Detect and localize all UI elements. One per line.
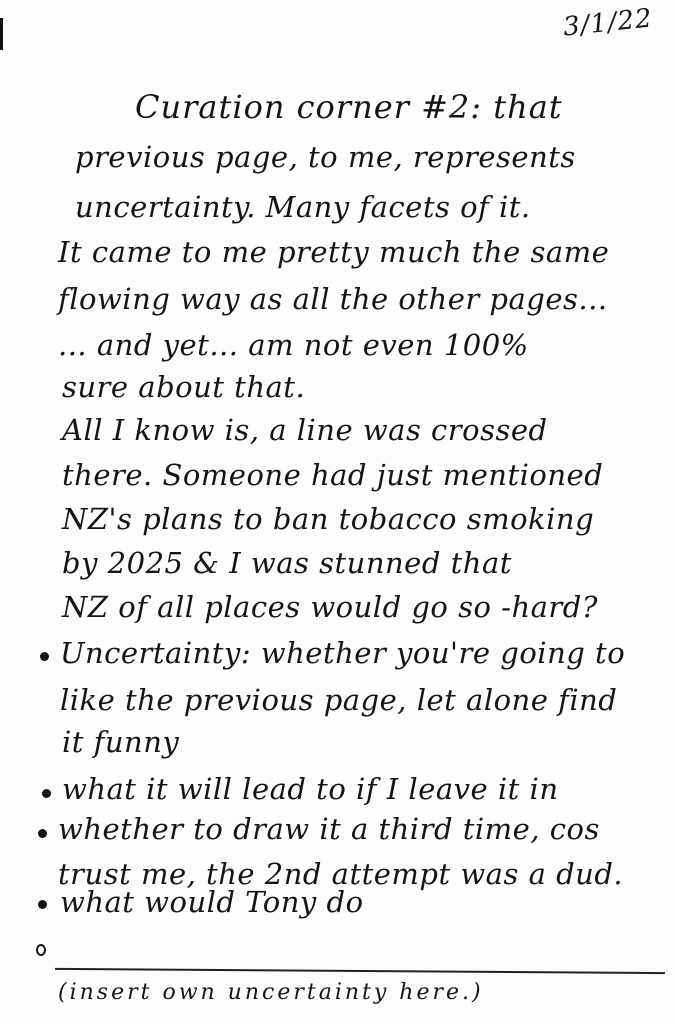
bullet-dot-4 (38, 900, 47, 909)
body-line-8: there. Someone had just mentioned (62, 458, 604, 492)
body-line-9: NZ's plans to ban tobacco smoking (62, 502, 595, 536)
body-line-10: by 2025 & I was stunned that (62, 546, 512, 580)
page-edge-mark (0, 18, 3, 50)
page-date: 3/1/22 (561, 3, 655, 43)
body-line-3: It came to me pretty much the same (58, 235, 610, 269)
fill-in-line (55, 968, 665, 974)
body-line-6: sure about that. (62, 370, 306, 404)
body-line-2: uncertainty. Many facets of it. (75, 190, 531, 224)
bullet-line-6: trust me, the 2nd attempt was a dud. (58, 857, 624, 891)
bullet-line-7: what would Tony do (60, 885, 364, 919)
body-line-7: All I know is, a line was crossed (62, 413, 548, 447)
footer-caption: (insert own uncertainty here.) (58, 980, 484, 1005)
bullet-dot-3 (38, 829, 47, 838)
bullet-dot-1 (40, 652, 49, 661)
bullet-line-1: Uncertainty: whether you're going to (60, 636, 626, 670)
body-line-11: NZ of all places would go so -hard? (62, 590, 598, 624)
bullet-dot-empty (36, 944, 46, 956)
bullet-line-5: whether to draw it a third time, cos (58, 812, 600, 846)
page-title: Curation corner #2: that (135, 88, 563, 126)
body-line-4: flowing way as all the other pages... (58, 282, 608, 316)
bullet-line-4: what it will lead to if I leave it in (62, 772, 559, 806)
body-line-5: ... and yet... am not even 100% (58, 328, 529, 362)
bullet-dot-2 (42, 789, 51, 798)
bullet-line-3: it funny (62, 725, 180, 759)
body-line-1: previous page, to me, represents (75, 140, 576, 174)
bullet-line-2: like the previous page, let alone find (60, 683, 618, 717)
